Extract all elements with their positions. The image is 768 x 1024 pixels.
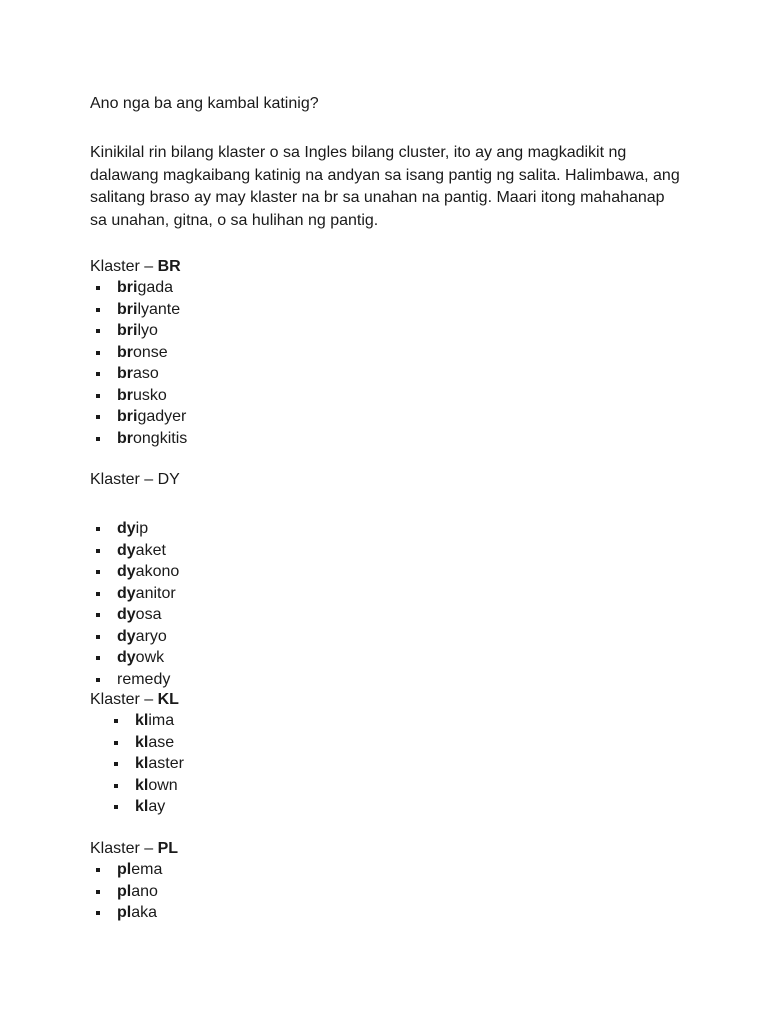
word-rest: aso: [133, 365, 159, 382]
cluster-part: pl: [117, 882, 132, 900]
list-item: [108, 732, 184, 754]
bullet-icon: [114, 741, 118, 745]
list-item: [90, 583, 179, 605]
list-item: [90, 277, 187, 299]
word-rest: ay: [148, 798, 166, 815]
list-item: [108, 710, 184, 732]
list-item: [90, 561, 179, 583]
list-item: [108, 775, 184, 797]
cluster-part: dy: [117, 584, 136, 602]
bullet-icon: [114, 762, 118, 766]
list-item: [90, 626, 179, 648]
cluster-part: dy: [117, 520, 136, 537]
list-item: [90, 299, 187, 321]
word-rest: ima: [148, 712, 175, 729]
bullet-icon: [96, 613, 100, 617]
cluster-part: kl: [135, 733, 149, 751]
word-rest: gadyer: [137, 408, 187, 425]
bullet-icon: [96, 286, 100, 290]
word-rest: onse: [133, 343, 168, 361]
cluster-part: kl: [135, 798, 149, 815]
cluster-part: kl: [135, 776, 149, 794]
cluster-part: pl: [117, 861, 132, 878]
word-rest: ase: [148, 733, 175, 751]
section-heading-kl: [90, 689, 179, 711]
cluster-part: kl: [135, 755, 149, 772]
cluster-part: bri: [117, 322, 138, 339]
bullet-icon: [96, 678, 100, 682]
word-rest: gada: [137, 279, 174, 296]
list-item: [90, 881, 162, 903]
document-title: Ano nga ba ang kambal katinig?: [90, 95, 319, 112]
list-item: [90, 385, 187, 407]
bullet-icon: [114, 784, 118, 788]
bullet-icon: [96, 527, 100, 531]
cluster-part: pl: [117, 904, 132, 921]
section-heading-pl: [90, 838, 178, 860]
list-item: [90, 406, 187, 428]
word-rest: ano: [131, 882, 158, 900]
bullet-icon: [96, 890, 100, 894]
bullet-icon: [96, 549, 100, 553]
section-heading-dy: [90, 469, 180, 491]
cluster-part: dy: [117, 627, 136, 645]
word-rest: owk: [135, 649, 165, 666]
list-item: [90, 540, 179, 562]
word-rest: aster: [148, 755, 184, 772]
cluster-part: dy: [117, 649, 136, 666]
list-item: [90, 363, 187, 385]
bullet-icon: [96, 308, 100, 312]
intro-line: salitang braso ay may klaster na br sa unahan na pantig. Maari itong mahahanap: [90, 189, 665, 206]
word-rest: osa: [135, 606, 162, 623]
word-list-kl: [108, 710, 184, 818]
word-rest: ongkitis: [133, 429, 188, 447]
intro-line: sa unahan, gitna, o sa hulihan ng pantig.: [90, 211, 379, 229]
word-list-dy: [90, 518, 179, 690]
cluster-part: br: [117, 343, 133, 361]
cluster-part: br: [117, 386, 133, 404]
word-rest: aka: [131, 904, 158, 921]
list-item: [90, 518, 179, 540]
list-item: [108, 796, 184, 818]
bullet-icon: [96, 911, 100, 915]
cluster-part: bri: [117, 279, 138, 296]
bullet-icon: [96, 351, 100, 355]
cluster-part: dy: [117, 563, 136, 580]
list-item: [90, 342, 187, 364]
bullet-icon: [96, 570, 100, 574]
word-rest: ip: [135, 520, 149, 537]
intro-paragraph: [90, 142, 690, 232]
list-item: [90, 902, 162, 924]
word-rest: aryo: [135, 627, 167, 645]
bullet-icon: [96, 329, 100, 333]
word-rest: remedy: [117, 670, 171, 688]
cluster-part: dy: [117, 541, 136, 559]
word-rest: own: [148, 776, 178, 794]
list-item: [108, 753, 184, 775]
bullet-icon: [114, 719, 118, 723]
heading-prefix: Klaster –: [90, 691, 158, 708]
intro-line: dalawang magkaibang katinig na andyan sa isang pantig ng salita. Halimbawa, ang: [90, 166, 680, 184]
cluster-part: bri: [117, 300, 138, 318]
cluster-part: br: [117, 429, 133, 447]
word-rest: anitor: [135, 584, 176, 602]
bullet-icon: [96, 868, 100, 872]
bullet-icon: [96, 656, 100, 660]
heading-prefix: Klaster –: [90, 258, 158, 275]
bullet-icon: [96, 437, 100, 441]
word-list-br: [90, 277, 187, 449]
word-rest: usko: [133, 386, 167, 404]
cluster-part: bri: [117, 408, 138, 425]
section-heading-br: [90, 256, 181, 278]
heading-cluster: PL: [157, 840, 179, 857]
word-list-pl: [90, 859, 162, 924]
bullet-icon: [96, 592, 100, 596]
list-item: [90, 320, 187, 342]
word-rest: lyo: [137, 322, 158, 339]
cluster-part: dy: [117, 606, 136, 623]
bullet-icon: [96, 394, 100, 398]
list-item: [90, 647, 179, 669]
heading-prefix: Klaster –: [90, 840, 158, 857]
bullet-icon: [114, 805, 118, 809]
list-item: [90, 859, 162, 881]
word-rest: lyante: [137, 300, 181, 318]
list-item: [90, 604, 179, 626]
intro-line: Kinikilal rin bilang klaster o sa Ingles bilang cluster, ito ay ang magkadikit ng: [90, 144, 627, 161]
heading-cluster: BR: [157, 258, 181, 275]
heading-prefix: Klaster – DY: [90, 471, 180, 488]
word-rest: akono: [135, 563, 180, 580]
bullet-icon: [96, 635, 100, 639]
word-rest: ema: [131, 861, 163, 878]
bullet-icon: [96, 415, 100, 419]
list-item: [90, 669, 179, 691]
word-rest: aket: [135, 541, 166, 559]
cluster-part: kl: [135, 712, 149, 729]
bullet-icon: [96, 372, 100, 376]
heading-cluster: KL: [157, 691, 179, 708]
cluster-part: br: [117, 365, 133, 382]
list-item: [90, 428, 187, 450]
